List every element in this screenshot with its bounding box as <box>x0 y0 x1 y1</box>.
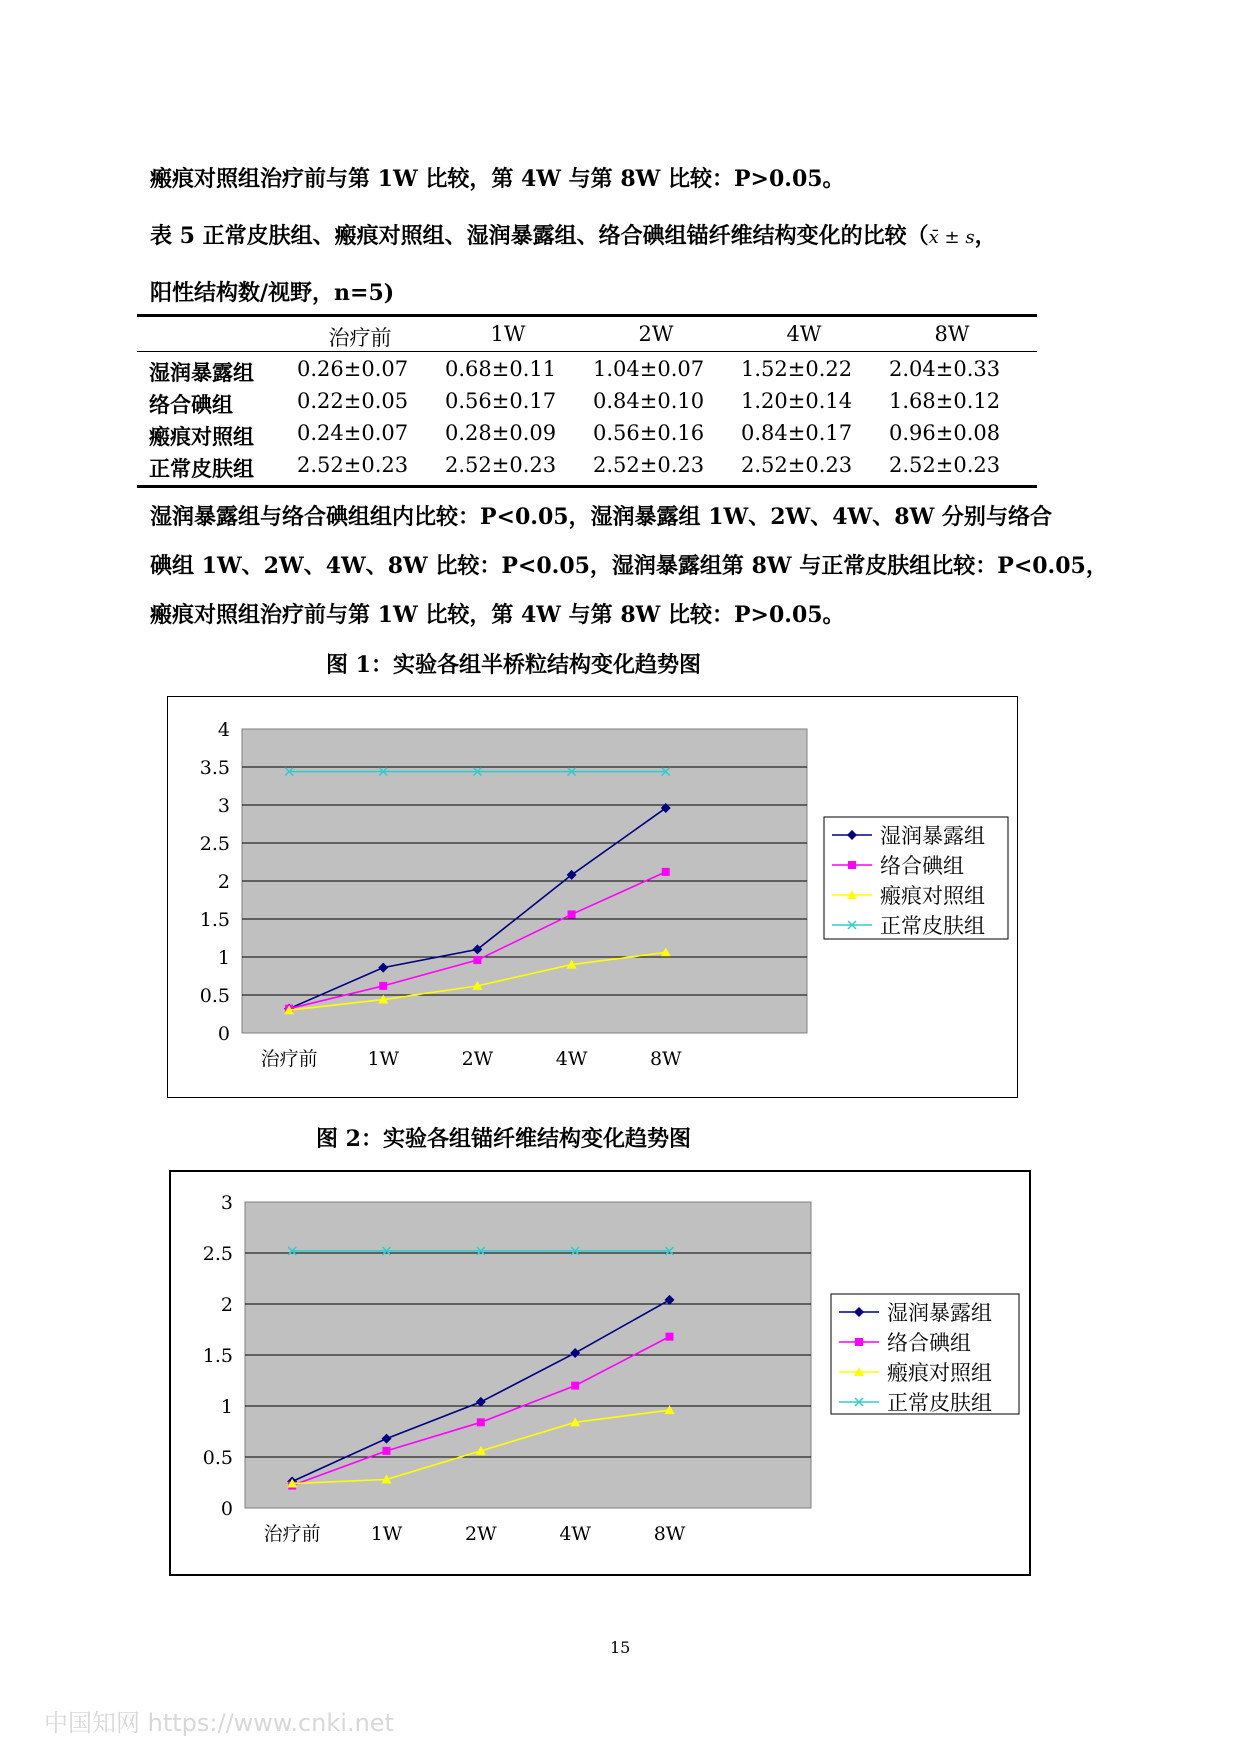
data-point <box>477 1418 485 1426</box>
legend-label: 络合碘组 <box>880 854 964 878</box>
page-number: 15 <box>610 1638 631 1657</box>
table-cell: 0.56±0.17 <box>445 389 557 413</box>
table-cell: 0.28±0.09 <box>445 421 557 445</box>
table-row-label: 正常皮肤组 <box>149 456 254 481</box>
x-tick-label: 4W <box>555 1048 588 1070</box>
data-point <box>473 956 481 964</box>
table-cell: 1.04±0.07 <box>593 357 705 381</box>
y-tick-label: 1 <box>220 1396 233 1418</box>
table-rule-top <box>137 314 1037 317</box>
y-tick-label: 0 <box>217 1023 230 1045</box>
table-cell: 0.24±0.07 <box>297 421 409 445</box>
y-tick-label: 4 <box>217 719 230 741</box>
figure-1-caption: 图 1：实验各组半桥粒结构变化趋势图 <box>326 652 701 678</box>
table-cell: 2.52±0.23 <box>889 453 1001 477</box>
legend-label: 瘢痕对照组 <box>887 1361 992 1385</box>
legend-label: 湿润暴露组 <box>887 1301 992 1325</box>
x-tick-label: 8W <box>653 1523 686 1545</box>
table-cell: 0.26±0.07 <box>297 357 409 381</box>
watermark: 中国知网 https://www.cnki.net <box>44 1709 394 1737</box>
table-row-label: 湿润暴露组 <box>149 360 254 385</box>
table-caption-line-2: 阳性结构数/视野，n=5) <box>150 280 395 306</box>
table-cell: 0.84±0.10 <box>593 389 705 413</box>
y-tick-label: 0.5 <box>202 1447 233 1469</box>
paragraph-after-2: 碘组 1W、2W、4W、8W 比较：P<0.05，湿润暴露组第 8W 与正常皮肤组比较：P<0.05， <box>150 553 1108 579</box>
legend-label: 正常皮肤组 <box>880 914 985 938</box>
table-header: 8W <box>934 322 970 346</box>
data-point <box>568 910 576 918</box>
x-tick-label: 8W <box>649 1048 682 1070</box>
table-cell: 2.52±0.23 <box>297 453 409 477</box>
legend-label: 正常皮肤组 <box>887 1391 992 1415</box>
paragraph-top: 瘢痕对照组治疗前与第 1W 比较，第 4W 与第 8W 比较：P>0.05。 <box>150 166 845 192</box>
figure-1-svg <box>168 697 1017 1097</box>
y-tick-label: 1.5 <box>202 1345 233 1367</box>
table-cell: 2.52±0.23 <box>593 453 705 477</box>
table-cell: 0.96±0.08 <box>889 421 1001 445</box>
y-tick-label: 1 <box>217 947 230 969</box>
table-caption-line-1 <box>150 219 997 250</box>
y-tick-label: 3.5 <box>199 757 230 779</box>
table-cell: 2.52±0.23 <box>445 453 557 477</box>
y-tick-label: 0 <box>220 1498 233 1520</box>
figure-1-chart <box>167 696 1018 1098</box>
y-tick-label: 2 <box>217 871 230 893</box>
y-tick-label: 2 <box>220 1294 233 1316</box>
legend <box>831 1294 1019 1415</box>
table-cell: 0.22±0.05 <box>297 389 409 413</box>
table-cell: 2.52±0.23 <box>741 453 853 477</box>
table-row-label: 络合碘组 <box>149 392 233 417</box>
table-row-label: 瘢痕对照组 <box>149 424 254 449</box>
data-point <box>662 868 670 876</box>
y-tick-label: 0.5 <box>199 985 230 1007</box>
y-tick-label: 2.5 <box>202 1243 233 1265</box>
legend-label: 瘢痕对照组 <box>880 884 985 908</box>
data-point <box>379 982 387 990</box>
data-point <box>848 861 856 869</box>
y-tick-label: 3 <box>220 1192 233 1214</box>
data-point <box>571 1382 579 1390</box>
paragraph-after-3: 瘢痕对照组治疗前与第 1W 比较，第 4W 与第 8W 比较：P>0.05。 <box>150 602 845 628</box>
y-tick-label: 1.5 <box>199 909 230 931</box>
y-tick-label: 3 <box>217 795 230 817</box>
x-tick-label: 治疗前 <box>263 1523 321 1545</box>
x-tick-label: 2W <box>465 1523 497 1545</box>
data-point <box>666 1333 674 1341</box>
table-cell: 2.04±0.33 <box>889 357 1001 381</box>
table-cell: 1.68±0.12 <box>889 389 1001 413</box>
table-cell: 1.20±0.14 <box>741 389 853 413</box>
table-cell: 0.84±0.17 <box>741 421 853 445</box>
table-header: 1W <box>490 322 526 346</box>
legend <box>824 817 1008 939</box>
x-tick-label: 治疗前 <box>260 1048 318 1070</box>
table-caption-end: ， <box>974 223 997 249</box>
x-tick-label: 2W <box>461 1048 494 1070</box>
figure-2-chart <box>169 1170 1031 1576</box>
table-header: 2W <box>638 322 674 346</box>
legend-label: 络合碘组 <box>887 1331 971 1355</box>
legend-label: 湿润暴露组 <box>880 824 985 848</box>
data-point <box>855 1338 863 1346</box>
x-tick-label: 4W <box>559 1523 591 1545</box>
table-rule-bottom <box>137 485 1037 488</box>
table-cell: 0.56±0.16 <box>593 421 705 445</box>
table-header: 4W <box>786 322 822 346</box>
table-header: 治疗前 <box>328 326 392 350</box>
x-tick-label: 1W <box>370 1523 403 1545</box>
data-point <box>383 1447 391 1455</box>
table-cell: 0.68±0.11 <box>445 357 557 381</box>
paragraph-after-1: 湿润暴露组与络合碘组组内比较：P<0.05，湿润暴露组 1W、2W、4W、8W 分别与络合 <box>150 504 1052 530</box>
table-caption-text: 表 5 正常皮肤组、瘢痕对照组、湿润暴露组、络合碘组锚纤维结构变化的比较（ <box>150 223 929 249</box>
table-cell: 1.52±0.22 <box>741 357 853 381</box>
table-caption-math: x̄ ± s <box>928 227 975 248</box>
figure-2-svg <box>171 1172 1029 1574</box>
x-tick-label: 1W <box>367 1048 400 1070</box>
y-tick-label: 2.5 <box>199 833 230 855</box>
figure-2-caption: 图 2：实验各组锚纤维结构变化趋势图 <box>316 1126 691 1152</box>
table-rule-mid <box>137 351 1037 352</box>
